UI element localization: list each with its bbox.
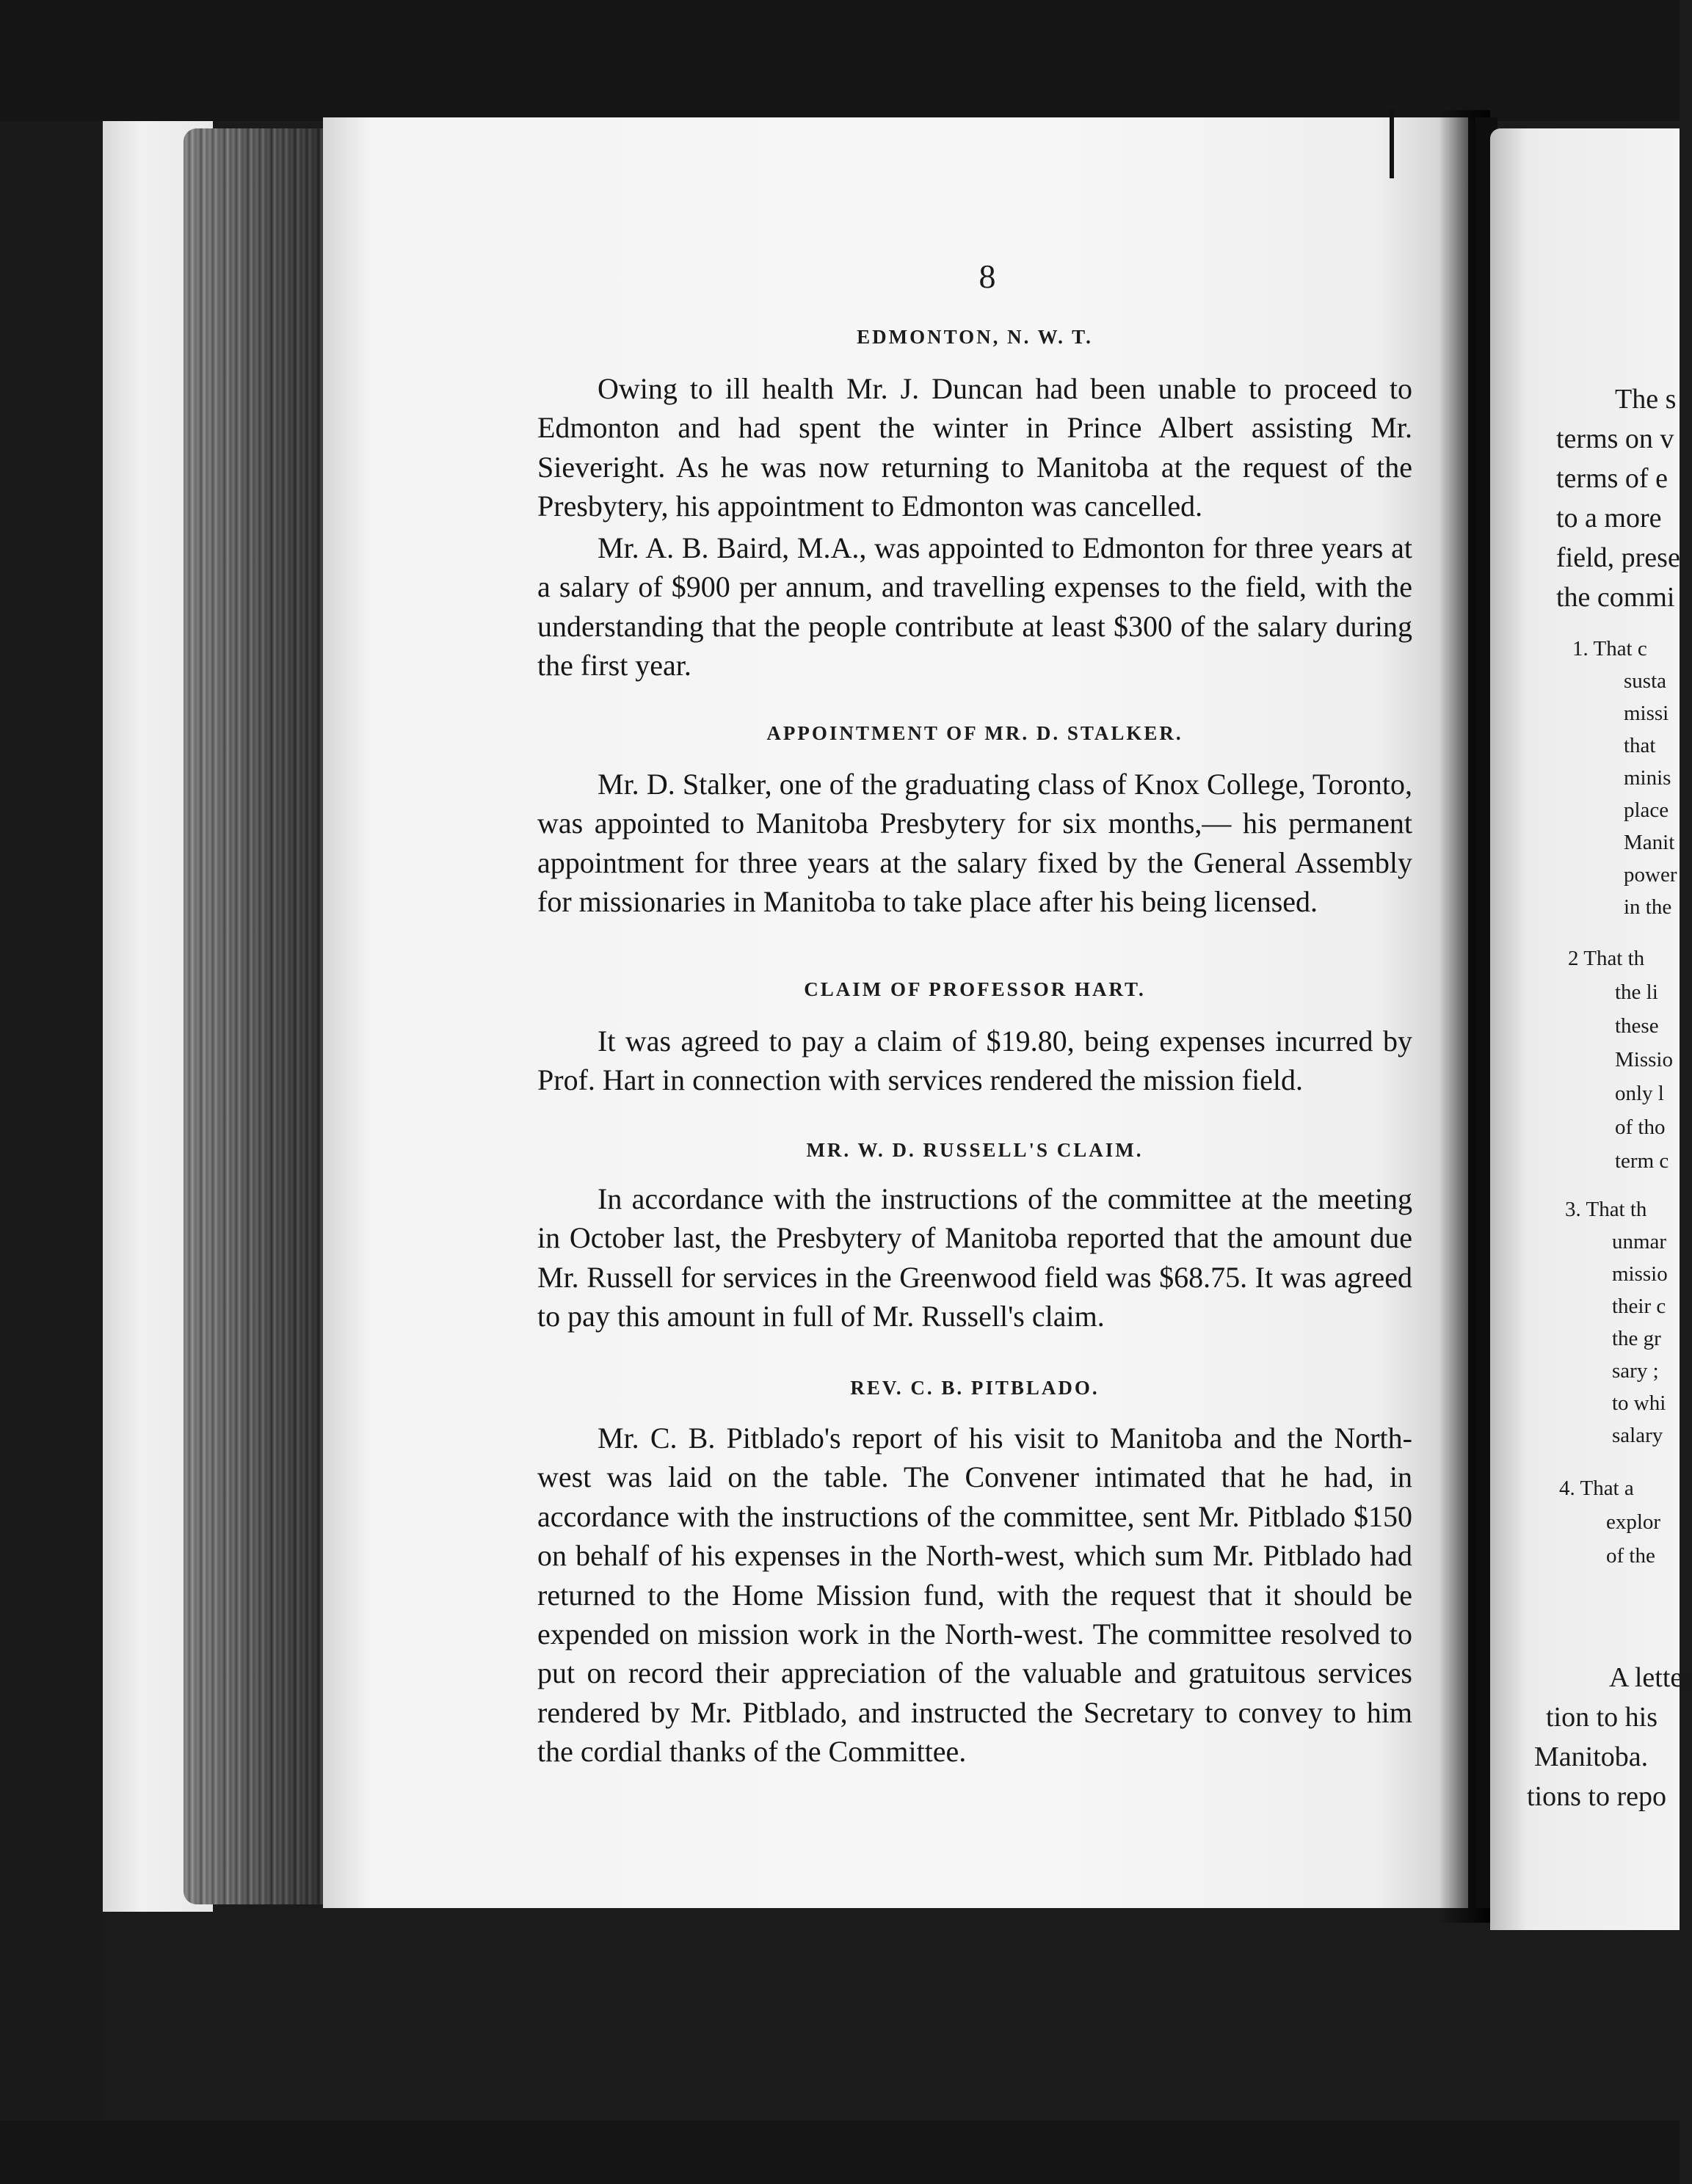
facing-text-line: missio [1612,1262,1668,1286]
paragraph-duncan: Owing to ill health Mr. J. Duncan had been unable to proceed to Edmonton and had spent the winter in Prince Albert assisting Mr. Sieveright. As he was now returning to Manitoba at the request of the Presbytery, his appointment to Edmonton was cancelled. [537,372,1412,523]
facing-text-line: susta [1624,669,1666,693]
facing-text-line: the li [1615,980,1658,1004]
facing-text-line: tions to repo [1527,1781,1666,1812]
scan-background-bottom [0,2121,1680,2184]
facing-text-line: The s [1615,384,1677,415]
paragraph-pitblado: Mr. C. B. Pitblado's report of his visit to Manitoba and the North-west was laid on the table. The Convener intimated that he had, in accordance with the instructions of the committee, sent Mr. Pitblado $150 on behalf of his expenses in the North-west, which sum Mr. Pitblado had returned to the Home Mission fund, with the request that it should be expended on mission work in the North-west. The committee resolved to put on record their appreciation of the valuable and gratuitous services rendered by Mr. Pitblado, and instructed the Secretary to convey to him the cordial thanks of the Committee. [537,1422,1412,1769]
facing-text-line: terms of e [1556,463,1668,494]
facing-text-line: unmar [1612,1230,1667,1253]
facing-text-line: 2 That th [1568,947,1645,970]
book-page-edges [184,128,327,1904]
facing-text-line: that [1624,734,1656,757]
facing-text-line: term c [1615,1149,1669,1173]
page-number: 8 [978,258,996,295]
section-heading-edmonton: EDMONTON, N. W. T. [857,326,1093,348]
facing-text-line: sary ; [1612,1359,1659,1383]
facing-text-line: Manit [1624,831,1675,854]
facing-text-line: salary [1612,1424,1663,1447]
facing-text-line: only l [1615,1082,1664,1105]
facing-text-line: 3. That th [1565,1198,1647,1221]
facing-text-line: Manitoba. [1534,1741,1649,1772]
facing-text-line: Missio [1615,1048,1673,1071]
facing-text-line: terms on v [1556,423,1674,454]
section-heading-pitblado: REV. C. B. PITBLADO. [850,1377,1100,1399]
facing-text-line: to whi [1612,1391,1666,1415]
section-heading-stalker: APPOINTMENT OF MR. D. STALKER. [766,722,1183,744]
facing-text-line: to a more [1556,503,1662,534]
facing-text-line: place [1624,798,1669,822]
paragraph-hart: It was agreed to pay a claim of $19.80, being expenses incurred by Prof. Hart in connection with services rendered the mission field. [537,1024,1412,1097]
paragraph-stalker: Mr. D. Stalker, one of the graduating class of Knox College, Toronto, was appointed to Manitoba Presbytery for six months,— his permanent appointment for three years at the salary fixed by the General Assembly for missionaries in Manitoba to take place after his being licensed. [537,768,1412,919]
facing-text-line: A letter [1609,1662,1692,1693]
facing-text-line: explor [1606,1510,1661,1534]
gutter-mark [1390,109,1394,178]
facing-text-line: in the [1624,895,1672,919]
facing-text-line: power [1624,863,1677,887]
facing-text-line: 1. That c [1572,637,1647,660]
scan-background-left [0,121,103,2121]
facing-text-line: of tho [1615,1115,1666,1139]
section-heading-russell: MR. W. D. RUSSELL'S CLAIM. [806,1139,1144,1161]
paragraph-baird: Mr. A. B. Baird, M.A., was appointed to Edmonton for three years at a salary of $900 per annum, and travelling expenses to the field, with the understanding that the people contribute at least $300 of the salary during the first year. [537,531,1412,682]
facing-text-line: 4. That a [1559,1477,1634,1500]
facing-text-line: field, prese [1556,542,1680,573]
facing-text-line: minis [1624,766,1671,790]
facing-text-line: tion to his [1546,1702,1658,1733]
facing-text-line: the gr [1612,1327,1661,1350]
paragraph-russell: In accordance with the instructions of the committee at the meeting in October last, the Presbytery of Manitoba reported that the amount due Mr. Russell for services in the Greenwood field was $68.75. It was agreed to pay this amount in full of Mr. Russell's claim. [537,1182,1412,1333]
facing-text-line: missi [1624,702,1669,725]
facing-text-line: of the [1606,1544,1655,1568]
scan-background-top [0,0,1680,121]
facing-text-line: their c [1612,1295,1666,1318]
section-heading-hart: CLAIM OF PROFESSOR HART. [804,978,1146,1000]
facing-text-line: the commi [1556,582,1675,613]
facing-text-line: these [1615,1014,1659,1038]
